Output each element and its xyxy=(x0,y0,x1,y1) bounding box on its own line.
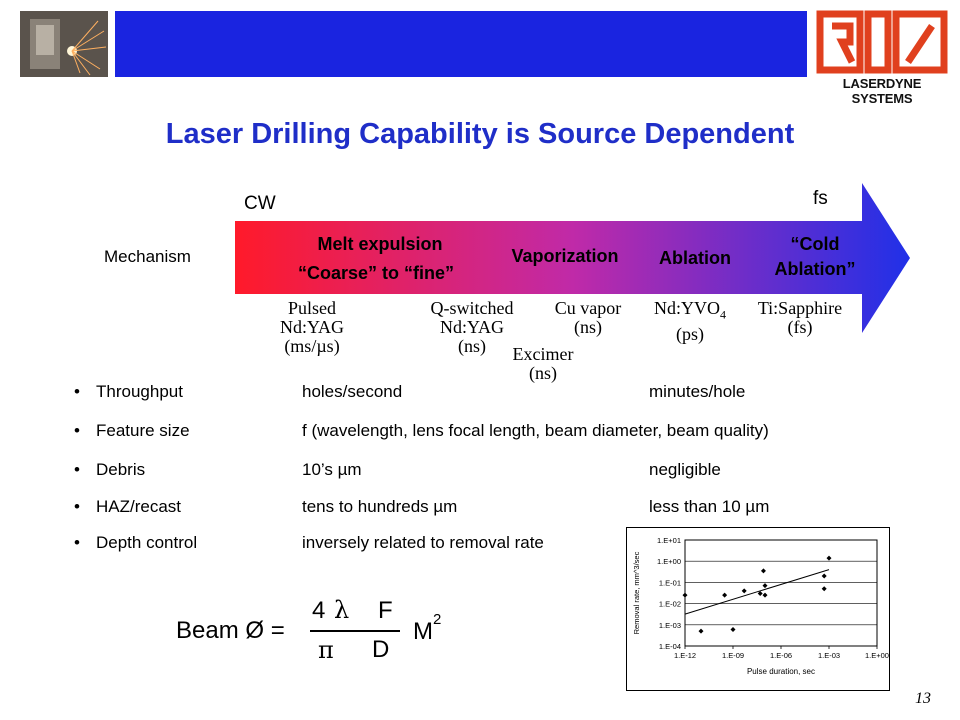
row-name: HAZ/recast xyxy=(96,497,182,516)
y-tick-label: 1.E-03 xyxy=(658,620,681,630)
row-name: Debris xyxy=(96,460,146,479)
y-tick-label: 1.E+01 xyxy=(657,536,681,545)
mechanism-label: Mechanism xyxy=(104,247,191,266)
formula-exponent: 2 xyxy=(433,611,442,628)
header-photo xyxy=(20,11,108,77)
laser-ti-sapphire xyxy=(740,299,860,337)
y-tick-label: 1.E+00 xyxy=(657,557,681,567)
y-tick-label: 1.E-02 xyxy=(658,599,681,609)
data-point xyxy=(722,593,727,598)
laser-line: Q-switched xyxy=(430,298,514,318)
laser-line: Nd:YAG xyxy=(279,317,344,337)
row-right: less than 10 µm xyxy=(649,497,770,516)
laser-line: (ps) xyxy=(676,323,704,344)
data-point xyxy=(699,629,704,634)
laser-pulsed-ndyag xyxy=(262,299,362,356)
data-point xyxy=(742,588,747,593)
bullet: • xyxy=(74,421,80,440)
data-point xyxy=(731,627,736,632)
plot-area xyxy=(685,540,877,646)
laser-line: Pulsed xyxy=(287,298,336,318)
chart-svg xyxy=(627,528,889,690)
row-left: inversely related to removal rate xyxy=(302,533,544,552)
data-point xyxy=(763,583,768,588)
laser-line xyxy=(640,299,740,325)
laser-line-text: Nd:YVO xyxy=(654,298,720,318)
x-tick-label: 1.E+00 xyxy=(865,651,889,660)
laser-line: (ns) xyxy=(529,363,557,383)
x-tick-label: 1.E-12 xyxy=(673,651,697,660)
row-right: minutes/hole xyxy=(649,382,746,401)
data-point xyxy=(827,556,832,561)
row-right: negligible xyxy=(649,460,721,479)
data-point xyxy=(761,568,766,573)
row-left: holes/second xyxy=(302,382,403,401)
laser-excimer xyxy=(493,345,593,383)
x-axis-label: Pulse duration, sec xyxy=(746,667,816,676)
row-left: tens to hundreds µm xyxy=(302,497,458,516)
y-axis-label: Removal rate, mm^3/sec xyxy=(632,551,641,635)
stage-vaporization: Vaporization xyxy=(511,246,619,266)
laser-line: (ns) xyxy=(458,336,486,356)
laser-photo-image xyxy=(20,11,108,77)
x-tick-label: 1.E-03 xyxy=(817,651,841,660)
header-bar xyxy=(115,11,807,77)
formula-lambda: λ xyxy=(334,596,350,624)
formula-lhs: Beam Ø = xyxy=(176,617,285,644)
x-tick-label: 1.E-06 xyxy=(769,651,793,660)
laser-line: Ti:Sapphire xyxy=(757,298,843,318)
laser-line: (ms/µs) xyxy=(284,336,340,356)
row-name: Feature size xyxy=(96,421,190,440)
formula-pi: π xyxy=(318,636,334,664)
logo-text: LASERDYNE SYSTEMS xyxy=(842,76,922,106)
logo-mark xyxy=(812,8,952,76)
subscript: 4 xyxy=(720,307,726,322)
bullet: • xyxy=(74,533,80,552)
formula-d: D xyxy=(372,636,390,663)
page-number: 13 xyxy=(915,690,931,707)
formula-m: M xyxy=(413,618,433,645)
x-tick-label: 1.E-09 xyxy=(721,651,745,660)
stage-melt-expulsion: Melt expulsion xyxy=(317,234,443,254)
bullet: • xyxy=(74,497,80,516)
row-name: Depth control xyxy=(96,533,198,552)
bullet: • xyxy=(74,460,80,479)
data-point xyxy=(763,593,768,598)
y-tick-label: 1.E-04 xyxy=(658,642,681,651)
cw-label: CW xyxy=(244,193,276,214)
fs-label: fs xyxy=(813,188,828,209)
stage-cold: “Cold xyxy=(790,234,840,254)
row-left: 10’s µm xyxy=(302,460,362,479)
formula-f: F xyxy=(378,597,393,624)
removal-rate-chart xyxy=(626,527,890,691)
slide-title: Laser Drilling Capability is Source Dependent xyxy=(165,118,795,150)
stage-cold-ablation: Ablation” xyxy=(774,259,856,279)
laser-line: Excimer xyxy=(512,344,574,364)
fraction-bar xyxy=(310,630,400,632)
laser-line: Cu vapor xyxy=(554,298,622,318)
data-point xyxy=(822,586,827,591)
laser-cu-vapor xyxy=(538,299,638,337)
stage-coarse-to-fine: “Coarse” to “fine” xyxy=(297,263,455,283)
stage-ablation: Ablation xyxy=(659,248,731,268)
laser-nd-yvo4 xyxy=(640,299,740,344)
y-tick-label: 1.E-01 xyxy=(658,578,681,588)
data-point xyxy=(822,574,827,579)
laser-line: (fs) xyxy=(787,317,813,337)
data-point xyxy=(683,593,688,598)
formula-four: 4 xyxy=(312,597,326,624)
row-name: Throughput xyxy=(96,382,183,401)
trend-line xyxy=(685,570,829,614)
laser-line: (ns) xyxy=(574,317,602,337)
row-left: f (wavelength, lens focal length, beam diameter, beam quality) xyxy=(302,421,769,440)
laser-line: Nd:YAG xyxy=(439,317,504,337)
bullet: • xyxy=(74,382,80,401)
